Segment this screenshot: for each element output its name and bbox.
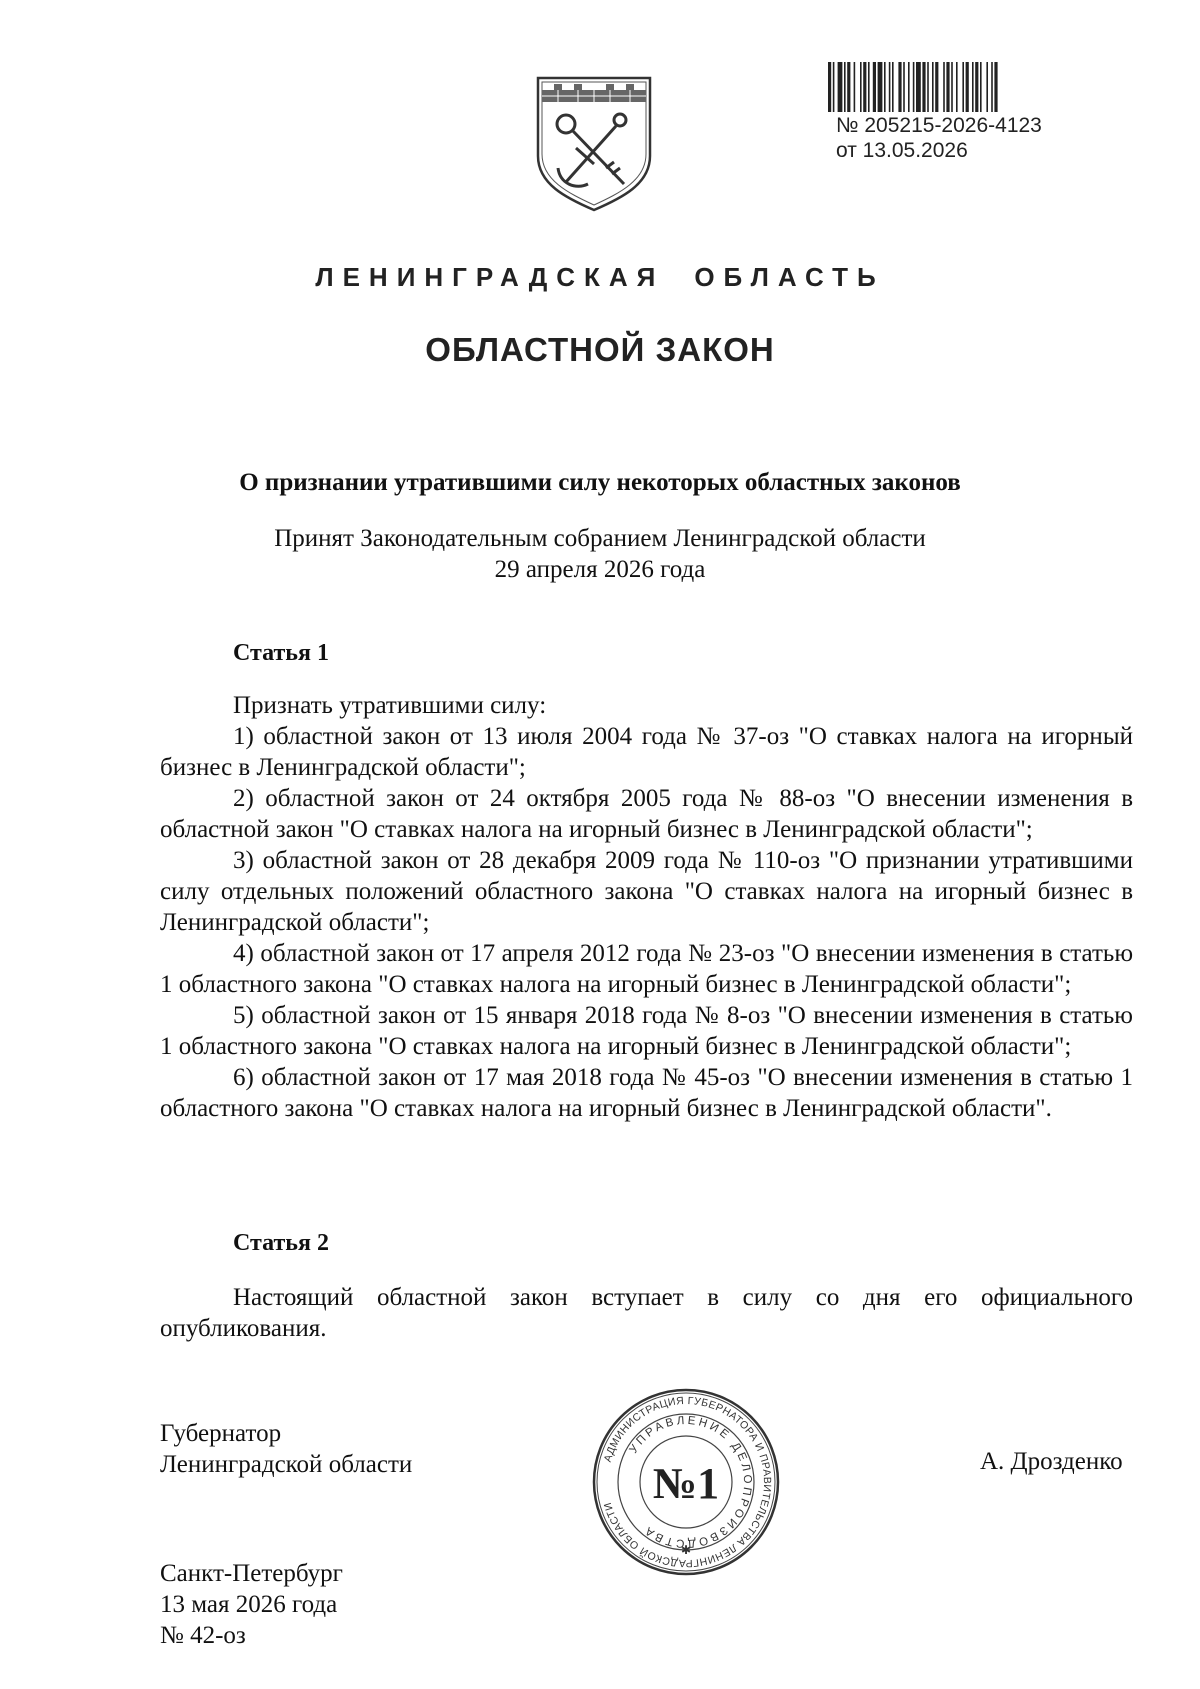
- article-2-body: [160, 1282, 1133, 1344]
- registration-date: от 13.05.2026: [836, 139, 968, 162]
- signing-date: 13 мая 2026 года: [160, 1591, 338, 1618]
- law-footer: [160, 1558, 343, 1651]
- official-seal: [592, 1388, 780, 1576]
- signatory-name: А. Дрозденко: [980, 1448, 1123, 1475]
- region-word-2: ОБЛАСТЬ: [694, 262, 885, 292]
- article-1-item: 3) областной закон от 28 декабря 2009 года № 110-оз "О признании утратившими силу отдельных положений областного закона "О ставках налога на игорный бизнес в Ленинградской области";: [160, 847, 1133, 936]
- seal-inner-text: УПРАВЛЕНИЕ ДЕЛОПРОИЗВОДСТВА: [627, 1414, 754, 1550]
- article-1-item: 5) областной закон от 15 января 2018 года № 8-оз "О внесении изменения в статью 1 областного закона "О ставках налога на игорный бизнес в Ленинградской области";: [160, 1002, 1133, 1060]
- law-type-heading: ОБЛАСТНОЙ ЗАКОН: [425, 331, 775, 368]
- article-1-intro: Признать утратившими силу:: [233, 692, 547, 719]
- article-1-item: 1) областной закон от 13 июля 2004 года № 37-оз "О ставках налога на игорный бизнес в Ленинградской области";: [160, 723, 1133, 781]
- article-1-item: 6) областной закон от 17 мая 2018 года № 45-оз "О внесении изменения в статью 1 областного закона "О ставках налога на игорный бизнес в Ленинградской области".: [160, 1064, 1133, 1122]
- article-2-heading: Статья 2: [233, 1230, 329, 1256]
- article-1-item: 2) областной закон от 24 октября 2005 года № 88-оз "О внесении изменения в областной закон "О ставках налога на игорный бизнес в Ленинградской области";: [160, 785, 1133, 843]
- adoption-line-2: 29 апреля 2026 года: [494, 556, 706, 583]
- article-2-text: Настоящий областной закон вступает в силу со дня его официального опубликования.: [160, 1284, 1133, 1342]
- law-number: № 42-оз: [160, 1622, 246, 1649]
- coat-of-arms-icon: [532, 72, 656, 214]
- adoption-line-1: Принят Законодательным собранием Ленинградской области: [274, 525, 926, 552]
- signatory-position: [160, 1418, 412, 1480]
- registration-number: № 205215-2026-4123: [836, 114, 1042, 137]
- signing-place: Санкт-Петербург: [160, 1560, 343, 1587]
- seal-outer-text: АДМИНИСТРАЦИЯ ГУБЕРНАТОРА И ПРАВИТЕЛЬСТВА ЛЕНИНГРАДСКОЙ ОБЛАСТИ: [601, 1394, 774, 1570]
- barcode: [826, 62, 1094, 112]
- article-1-item: 4) областной закон от 17 апреля 2012 года № 23-оз "О внесении изменения в статью 1 областного закона "О ставках налога на игорный бизнес в Ленинградской области";: [160, 940, 1133, 998]
- law-title: О признании утратившими силу некоторых областных законов: [239, 469, 961, 496]
- article-1-body: [160, 690, 1133, 1124]
- signatory-position-line-2: Ленинградской области: [160, 1451, 413, 1478]
- region-word-1: ЛЕНИНГРАДСКАЯ: [315, 262, 665, 292]
- article-1-heading: Статья 1: [233, 640, 329, 666]
- adoption-note: [0, 523, 1200, 585]
- svg-text:✱: ✱: [680, 1543, 692, 1557]
- signatory-position-line-1: Губернатор: [160, 1420, 282, 1447]
- region-heading: [0, 262, 1200, 293]
- seal-number: №1: [652, 1459, 720, 1508]
